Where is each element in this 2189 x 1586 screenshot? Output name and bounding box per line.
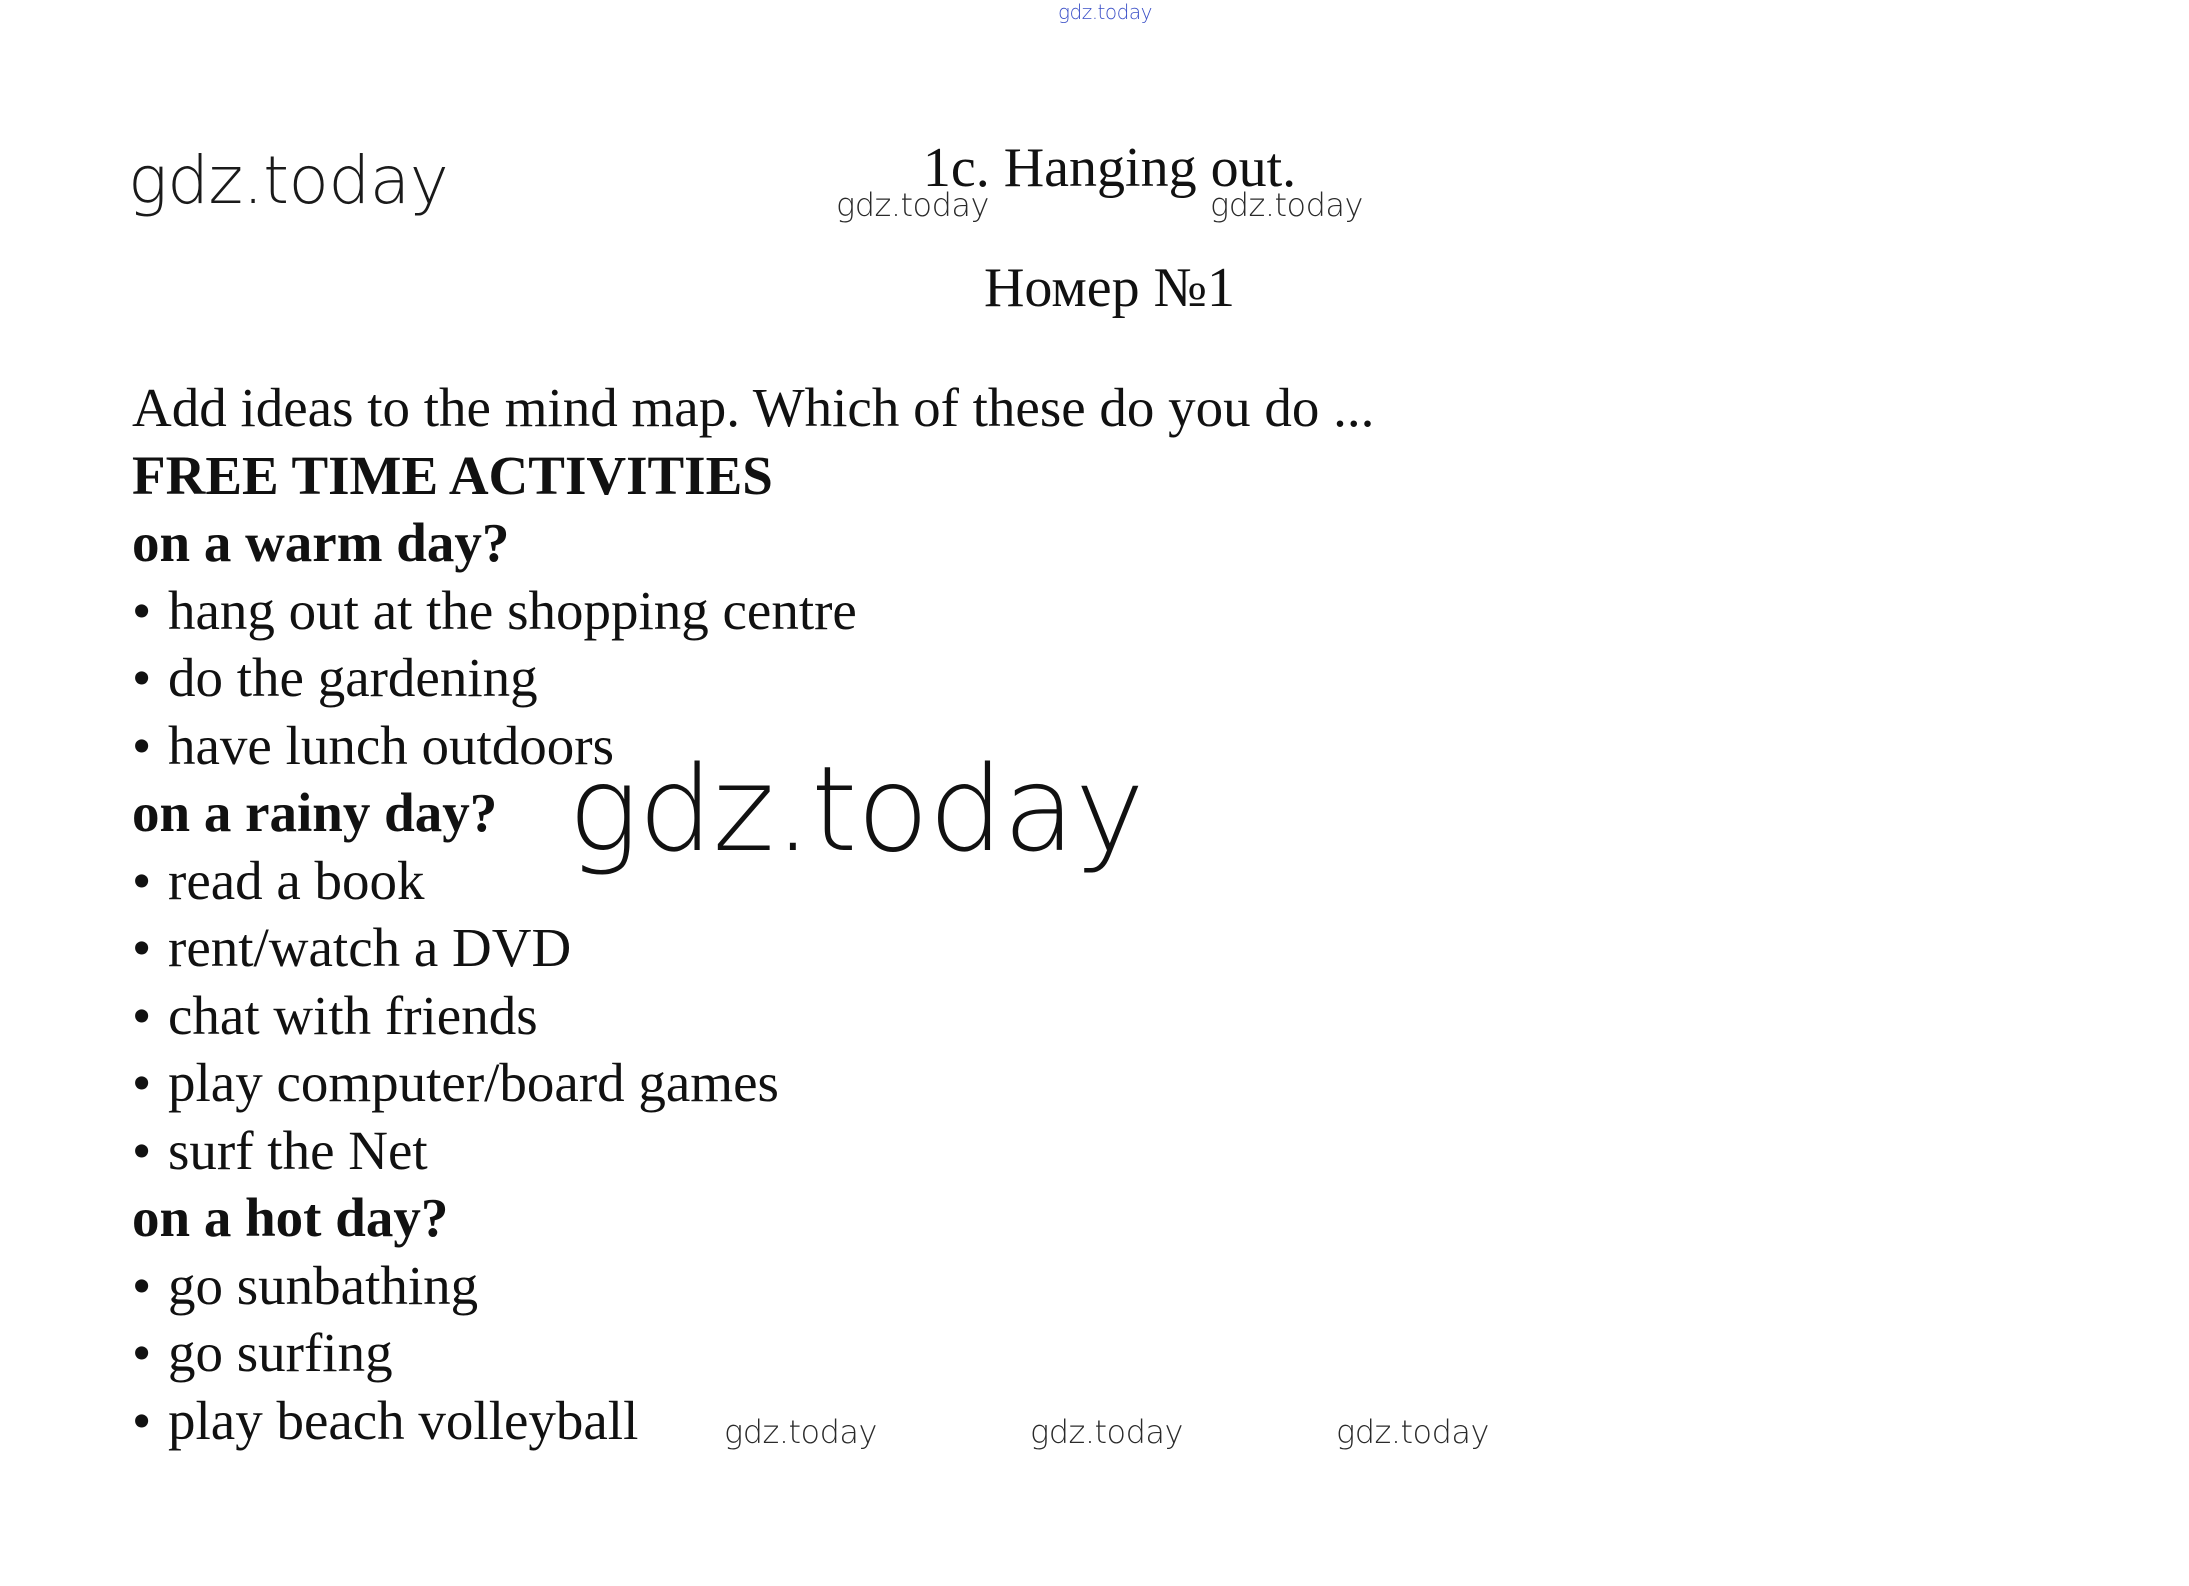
- list-item-text: chat with friends: [168, 984, 538, 1046]
- list-item: [132, 1387, 1632, 1455]
- list-item: [132, 577, 1632, 645]
- page-title-text: 1c. Hanging out.: [922, 137, 1297, 199]
- watermark-top: gdz.today: [1058, 0, 1152, 24]
- page-title: [15, 136, 2189, 200]
- list-item: [132, 1049, 1632, 1117]
- list-item: [132, 914, 1632, 982]
- watermark-title-left: gdz.today: [836, 186, 989, 224]
- exercise-number: [15, 256, 2189, 320]
- bullet-icon: •: [132, 1389, 152, 1451]
- watermark-bottom-2: gdz.today: [1030, 1413, 1183, 1451]
- list-item-text: play beach volleyball: [168, 1389, 639, 1451]
- bullet-icon: •: [132, 849, 152, 911]
- exercise-number-text: Номер №1: [983, 257, 1236, 319]
- section-question: on a hot day?: [132, 1187, 449, 1248]
- mind-map-heading: FREE TIME ACTIVITIES: [132, 444, 773, 506]
- list-item-text: go surfing: [168, 1322, 393, 1383]
- list-item-text: do the gardening: [168, 647, 538, 708]
- section-question: on a warm day?: [132, 512, 510, 573]
- bullet-icon: •: [132, 1119, 152, 1181]
- list-item: [132, 982, 1632, 1050]
- list-item: [132, 1117, 1632, 1185]
- watermark-logo: gdz.today: [128, 142, 449, 219]
- watermark-bottom-3: gdz.today: [1336, 1413, 1489, 1451]
- list-item: [132, 712, 1632, 780]
- list-item-text: read a book: [168, 849, 425, 911]
- list-item: [132, 847, 1632, 915]
- list-item: [132, 644, 1632, 712]
- bullet-icon: •: [132, 1254, 152, 1316]
- list-item-text: rent/watch a DVD: [168, 917, 572, 978]
- list-item: [132, 1252, 1632, 1320]
- instruction: Add ideas to the mind map. Which of these do you do ...: [132, 377, 1375, 438]
- bullet-icon: •: [132, 579, 152, 641]
- list-item-text: surf the Net: [168, 1119, 428, 1181]
- exercise-content: [132, 374, 1632, 1454]
- watermark-center: gdz.today: [568, 740, 1145, 878]
- bullet-icon: •: [132, 984, 152, 1046]
- list-item: [132, 1319, 1632, 1387]
- bullet-icon: •: [132, 1322, 152, 1383]
- watermark-title-right: gdz.today: [1210, 186, 1363, 224]
- bullet-icon: •: [132, 917, 152, 978]
- watermark-bottom-1: gdz.today: [724, 1413, 877, 1451]
- list-item-text: hang out at the shopping centre: [168, 579, 857, 641]
- list-item-text: have lunch outdoors: [168, 714, 615, 776]
- list-item-text: play computer/board games: [168, 1052, 779, 1113]
- bullet-icon: •: [132, 647, 152, 708]
- bullet-icon: •: [132, 1052, 152, 1113]
- bullet-icon: •: [132, 714, 152, 776]
- section-question: on a rainy day?: [132, 782, 498, 843]
- list-item-text: go sunbathing: [168, 1254, 479, 1316]
